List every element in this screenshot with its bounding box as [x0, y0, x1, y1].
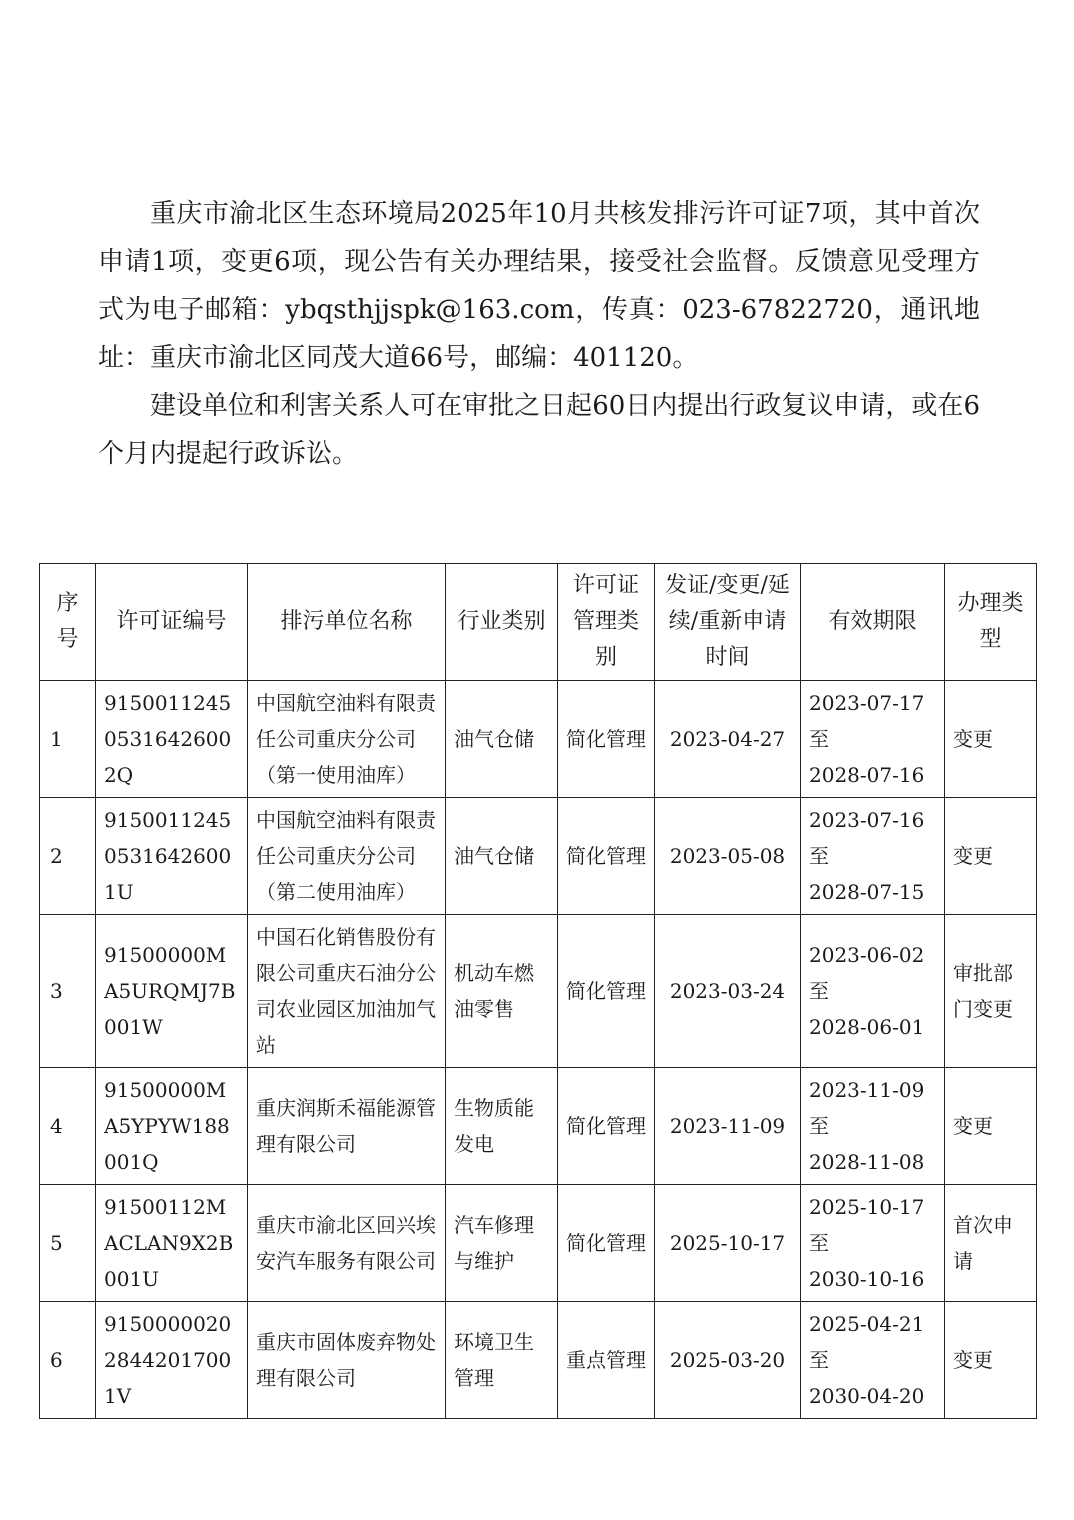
cell-issue-date: 2025-03-20	[655, 1302, 801, 1419]
cell-handle-type: 变更	[945, 798, 1037, 915]
cell-industry: 油气仓储	[446, 681, 558, 798]
cell-validity	[801, 915, 945, 1068]
validity-to: 至	[809, 1348, 829, 1372]
cell-permit-no: 91500112MACLAN9X2B001U	[96, 1185, 248, 1302]
cell-unit-name: 中国石化销售股份有限公司重庆石油分公司农业园区加油加气站	[248, 915, 446, 1068]
validity-start: 2023-11-09	[809, 1078, 925, 1102]
cell-handle-type: 审批部门变更	[945, 915, 1037, 1068]
cell-unit-name: 重庆润斯禾福能源管理有限公司	[248, 1068, 446, 1185]
validity-end: 2028-07-16	[809, 763, 925, 787]
table-header-row	[40, 564, 1037, 681]
cell-permit-no: 91500000MA5YPYW188001Q	[96, 1068, 248, 1185]
header-permit-no: 许可证编号	[96, 564, 248, 681]
cell-validity	[801, 1185, 945, 1302]
validity-start: 2023-06-02	[809, 943, 925, 967]
cell-industry: 油气仓储	[446, 798, 558, 915]
cell-seq: 2	[40, 798, 96, 915]
cell-industry: 环境卫生管理	[446, 1302, 558, 1419]
cell-unit-name: 重庆市固体废弃物处理有限公司	[248, 1302, 446, 1419]
cell-handle-type: 变更	[945, 1068, 1037, 1185]
cell-unit-name: 中国航空油料有限责任公司重庆分公司（第一使用油库）	[248, 681, 446, 798]
table-row	[40, 1185, 1037, 1302]
cell-mgmt-type: 简化管理	[558, 681, 655, 798]
header-unit-name: 排污单位名称	[248, 564, 446, 681]
validity-to: 至	[809, 727, 829, 751]
validity-start: 2025-10-17	[809, 1195, 925, 1219]
validity-end: 2030-04-20	[809, 1384, 925, 1408]
intro-paragraph-2: 建设单位和利害关系人可在审批之日起60日内提出行政复议申请，或在6个月内提起行政诉讼。	[98, 391, 980, 469]
cell-issue-date: 2023-11-09	[655, 1068, 801, 1185]
cell-unit-name: 重庆市渝北区回兴埃安汽车服务有限公司	[248, 1185, 446, 1302]
validity-end: 2028-11-08	[809, 1150, 925, 1174]
cell-permit-no: 915000002028442017001V	[96, 1302, 248, 1419]
header-mgmt-type: 许可证管理类别	[558, 564, 655, 681]
validity-to: 至	[809, 1114, 829, 1138]
cell-issue-date: 2023-05-08	[655, 798, 801, 915]
cell-industry: 生物质能发电	[446, 1068, 558, 1185]
cell-permit-no: 91500000MA5URQMJ7B001W	[96, 915, 248, 1068]
cell-seq: 3	[40, 915, 96, 1068]
table-row	[40, 681, 1037, 798]
cell-mgmt-type: 简化管理	[558, 1068, 655, 1185]
validity-start: 2023-07-16	[809, 808, 925, 832]
cell-handle-type: 首次申请	[945, 1185, 1037, 1302]
validity-to: 至	[809, 1231, 829, 1255]
validity-to: 至	[809, 979, 829, 1003]
cell-mgmt-type: 简化管理	[558, 915, 655, 1068]
cell-issue-date: 2023-04-27	[655, 681, 801, 798]
cell-validity	[801, 1302, 945, 1419]
cell-permit-no: 915001124505316426001U	[96, 798, 248, 915]
cell-seq: 6	[40, 1302, 96, 1419]
header-industry: 行业类别	[446, 564, 558, 681]
validity-end: 2028-07-15	[809, 880, 925, 904]
cell-mgmt-type: 简化管理	[558, 1185, 655, 1302]
cell-validity	[801, 798, 945, 915]
cell-seq: 5	[40, 1185, 96, 1302]
cell-issue-date: 2023-03-24	[655, 915, 801, 1068]
header-validity: 有效期限	[801, 564, 945, 681]
announcement-intro	[98, 190, 980, 478]
cell-handle-type: 变更	[945, 681, 1037, 798]
cell-validity	[801, 681, 945, 798]
cell-seq: 4	[40, 1068, 96, 1185]
cell-handle-type: 变更	[945, 1302, 1037, 1419]
cell-unit-name: 中国航空油料有限责任公司重庆分公司（第二使用油库）	[248, 798, 446, 915]
cell-industry: 机动车燃油零售	[446, 915, 558, 1068]
cell-industry: 汽车修理与维护	[446, 1185, 558, 1302]
cell-permit-no: 915001124505316426002Q	[96, 681, 248, 798]
cell-mgmt-type: 简化管理	[558, 798, 655, 915]
cell-mgmt-type: 重点管理	[558, 1302, 655, 1419]
cell-seq: 1	[40, 681, 96, 798]
table-row	[40, 798, 1037, 915]
validity-to: 至	[809, 844, 829, 868]
validity-start: 2025-04-21	[809, 1312, 925, 1336]
validity-start: 2023-07-17	[809, 691, 925, 715]
validity-end: 2030-10-16	[809, 1267, 925, 1291]
header-seq: 序号	[40, 564, 96, 681]
intro-paragraph-1: 重庆市渝北区生态环境局2025年10月共核发排污许可证7项，其中首次申请1项，变更6项，现公告有关办理结果，接受社会监督。反馈意见受理方式为电子邮箱：ybqsthjjspk@163.com，传真：023-67822720，通讯地址：重庆市渝北区同茂大道66号，邮编：401120。	[98, 199, 980, 373]
cell-issue-date: 2025-10-17	[655, 1185, 801, 1302]
table-row	[40, 915, 1037, 1068]
cell-validity	[801, 1068, 945, 1185]
table-row	[40, 1068, 1037, 1185]
validity-end: 2028-06-01	[809, 1015, 925, 1039]
header-handle-type: 办理类型	[945, 564, 1037, 681]
permit-results-table	[39, 563, 1037, 1419]
header-issue-date: 发证/变更/延续/重新申请时间	[655, 564, 801, 681]
table-row	[40, 1302, 1037, 1419]
